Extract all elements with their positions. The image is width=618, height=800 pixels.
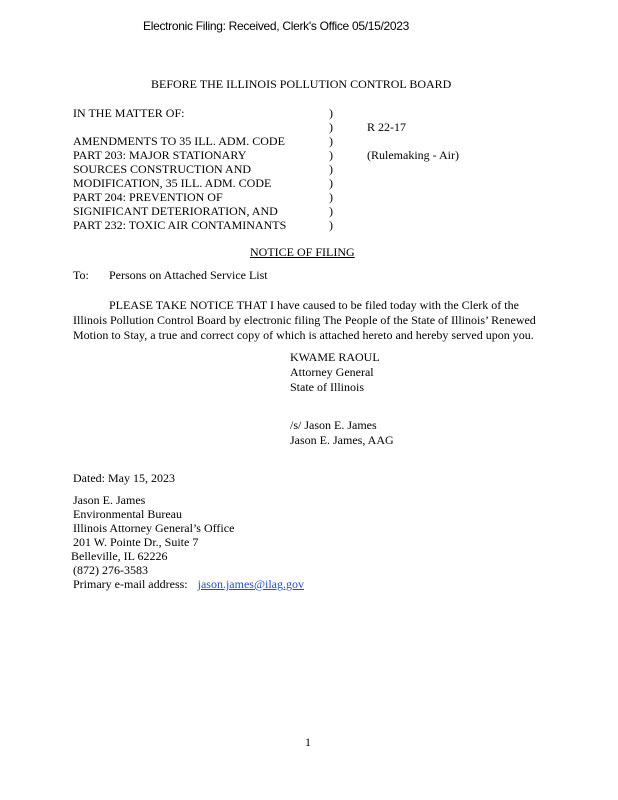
caption-line: PART 204: PREVENTION OF — [73, 190, 223, 204]
case-type: (Rulemaking - Air) — [367, 148, 459, 162]
dated-line: Dated: May 15, 2023 — [73, 471, 175, 485]
caption-paren: ) — [329, 120, 333, 134]
caption-line: PART 203: MAJOR STATIONARY — [73, 148, 247, 162]
caption-paren: ) — [329, 106, 333, 120]
signatory-state: State of Illinois — [290, 380, 364, 394]
electronic-signature: /s/ Jason E. James — [290, 418, 377, 432]
contact-address-line1: 201 W. Pointe Dr., Suite 7 — [73, 535, 199, 549]
signer-name: Jason E. James, AAG — [290, 433, 394, 447]
body-line: Illinois Pollution Control Board by electronic filing The People of the State of Illinois’ Renewed — [73, 313, 536, 327]
caption-line: SIGNIFICANT DETERIORATION, AND — [73, 204, 278, 218]
caption-matter: IN THE MATTER OF: — [73, 106, 185, 120]
caption-paren: ) — [329, 190, 333, 204]
caption-line: AMENDMENTS TO 35 ILL. ADM. CODE — [73, 134, 285, 148]
caption-line: MODIFICATION, 35 ILL. ADM. CODE — [73, 176, 272, 190]
court-title: BEFORE THE ILLINOIS POLLUTION CONTROL BOARD — [151, 77, 452, 91]
signatory-name: KWAME RAOUL — [290, 350, 380, 364]
filing-stamp: Electronic Filing: Received, Clerk's Office 05/15/2023 — [143, 19, 410, 33]
to-label: To: — [73, 268, 89, 282]
caption-paren: ) — [329, 204, 333, 218]
caption-line: PART 232: TOXIC AIR CONTAMINANTS — [73, 218, 287, 232]
case-number: R 22-17 — [367, 120, 406, 134]
email-link[interactable]: jason.james@ilag.gov — [197, 577, 305, 591]
caption-paren: ) — [329, 218, 333, 232]
contact-bureau: Environmental Bureau — [73, 507, 182, 521]
body-line: Motion to Stay, a true and correct copy of which is attached hereto and hereby served upon you. — [73, 328, 534, 342]
contact-phone: (872) 276-3583 — [73, 563, 148, 577]
body-line: PLEASE TAKE NOTICE THAT I have caused to be filed today with the Clerk of the — [109, 298, 519, 312]
caption-line: SOURCES CONSTRUCTION AND — [73, 162, 252, 176]
caption-paren: ) — [329, 148, 333, 162]
contact-office: Illinois Attorney General’s Office — [73, 521, 235, 535]
notice-heading: NOTICE OF FILING — [250, 245, 355, 259]
email-label: Primary e-mail address: — [73, 577, 188, 591]
to-recipients: Persons on Attached Service List — [109, 268, 268, 282]
signatory-title: Attorney General — [290, 365, 374, 379]
caption-paren: ) — [329, 134, 333, 148]
contact-address-line2: Belleville, IL 62226 — [71, 549, 168, 563]
caption-paren: ) — [329, 162, 333, 176]
contact-name: Jason E. James — [73, 493, 146, 507]
contact-email-row — [73, 577, 304, 592]
page-number: 1 — [305, 735, 311, 749]
caption-paren: ) — [329, 176, 333, 190]
